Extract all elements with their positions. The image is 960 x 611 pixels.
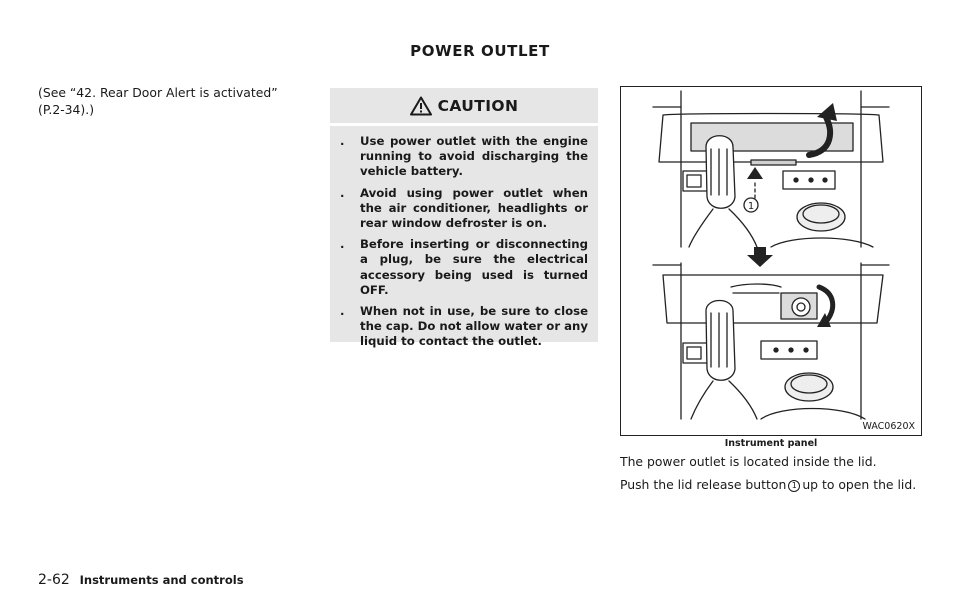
caution-item (340, 237, 588, 298)
page-number: 2-62 (38, 572, 70, 588)
section-title: POWER OUTLET (410, 42, 550, 60)
body-text (620, 453, 922, 499)
caution-list (330, 126, 598, 350)
caution-item (340, 134, 588, 180)
cross-reference-text: (See “42. Rear Door Alert is activated” (P.2-34).) (38, 85, 278, 117)
illustration-drawing (621, 87, 921, 435)
caution-item-text: Before inserting or disconnecting a plug, be sure the electrical accessory being used is turned OFF. (360, 237, 588, 297)
page-footer (38, 572, 244, 588)
warning-triangle-icon (410, 96, 432, 116)
bullet: . (340, 185, 345, 200)
callout-1: 1 (747, 201, 755, 212)
figure-caption: Instrument panel (724, 438, 818, 449)
paragraph: The power outlet is located inside the lid. (620, 454, 877, 469)
callout-number: 1 (788, 480, 800, 492)
caution-item-text: Use power outlet with the engine running to avoid discharging the vehicle battery. (360, 134, 588, 179)
caution-title: CAUTION (437, 96, 519, 115)
caution-item (340, 304, 588, 350)
caution-item-text: When not in use, be sure to close the cap. Do not allow water or any liquid to contact the outlet. (360, 304, 588, 349)
caution-box (330, 88, 598, 349)
chapter-title: Instruments and controls (79, 573, 244, 587)
paragraph-text: Push the lid release button (620, 477, 787, 492)
bullet: . (340, 304, 345, 319)
paragraph (620, 476, 922, 493)
caution-item-text: Avoid using power outlet when the air conditioner, headlights or rear window defroster is on. (360, 185, 588, 231)
instrument-panel-illustration (620, 86, 922, 436)
bullet: . (340, 237, 345, 252)
caution-header (330, 88, 598, 126)
paragraph-text: up to open the lid. (802, 477, 917, 492)
caution-item (340, 186, 588, 232)
bullet: . (340, 134, 345, 148)
figure-code: WAC0620X (862, 421, 915, 432)
